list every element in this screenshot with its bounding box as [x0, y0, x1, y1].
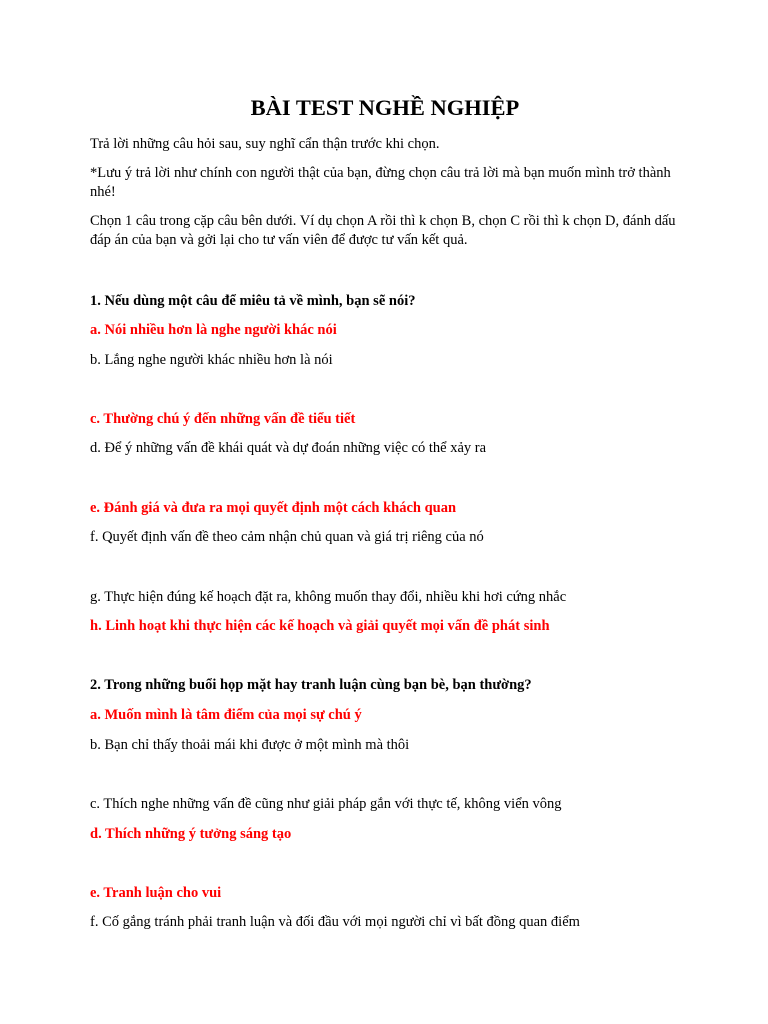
option-2d: d. Thích những ý tưởng sáng tạo	[90, 826, 292, 842]
option-1g: g. Thực hiện đúng kế hoạch đặt ra, không muốn thay đổi, nhiều khi hơi cứng nhắc	[90, 589, 567, 605]
option-1c: c. Thường chú ý đến những vấn đề tiểu tiết	[90, 411, 356, 427]
option-1h: h. Linh hoạt khi thực hiện các kế hoạch và giải quyết mọi vấn đề phát sinh	[90, 618, 550, 634]
page-title: BÀI TEST NGHỀ NGHIỆP	[250, 95, 520, 120]
option-1b: b. Lắng nghe người khác nhiều hơn là nói	[90, 352, 333, 368]
intro-instruction: Trả lời những câu hỏi sau, suy nghĩ cẩn thận trước khi chọn.	[90, 136, 440, 152]
option-1f: f. Quyết định vấn đề theo cảm nhận chủ quan và giá trị riêng của nó	[90, 529, 484, 545]
option-1a: a. Nói nhiều hơn là nghe người khác nói	[90, 322, 337, 338]
option-2f: f. Cố gắng tránh phải tranh luận và đối đầu với mọi người chỉ vì bất đồng quan điểm	[90, 914, 580, 930]
document-page	[90, 0, 690, 1024]
option-1d: d. Để ý những vấn đề khái quát và dự đoán những việc có thể xảy ra	[90, 440, 487, 456]
option-1e: e. Đánh giá và đưa ra mọi quyết định một cách khách quan	[90, 500, 457, 516]
intro-note: *Lưu ý trả lời như chính con người thật của bạn, đừng chọn câu trả lời mà bạn muốn mình trở thành nhé!	[90, 165, 671, 200]
option-2b: b. Bạn chỉ thấy thoải mái khi được ở một mình mà thôi	[90, 737, 410, 753]
intro-example: Chọn 1 câu trong cặp câu bên dưới. Ví dụ chọn A rồi thì k chọn B, chọn C rồi thì k chọn D, đánh dấu đáp án của bạn và gởi lại cho tư vấn viên để được tư vấn kết quả.	[90, 213, 676, 248]
question-1: 1. Nếu dùng một câu để miêu tả về mình, bạn sẽ nói?	[90, 293, 416, 309]
option-2a: a. Muốn mình là tâm điểm của mọi sự chú ý	[90, 707, 362, 723]
option-2c: c. Thích nghe những vấn đề cũng như giải pháp gắn với thực tế, không viển vông	[90, 796, 562, 812]
option-2e: e. Tranh luận cho vui	[90, 885, 222, 901]
question-2: 2. Trong những buổi họp mặt hay tranh luận cùng bạn bè, bạn thường?	[90, 677, 532, 693]
